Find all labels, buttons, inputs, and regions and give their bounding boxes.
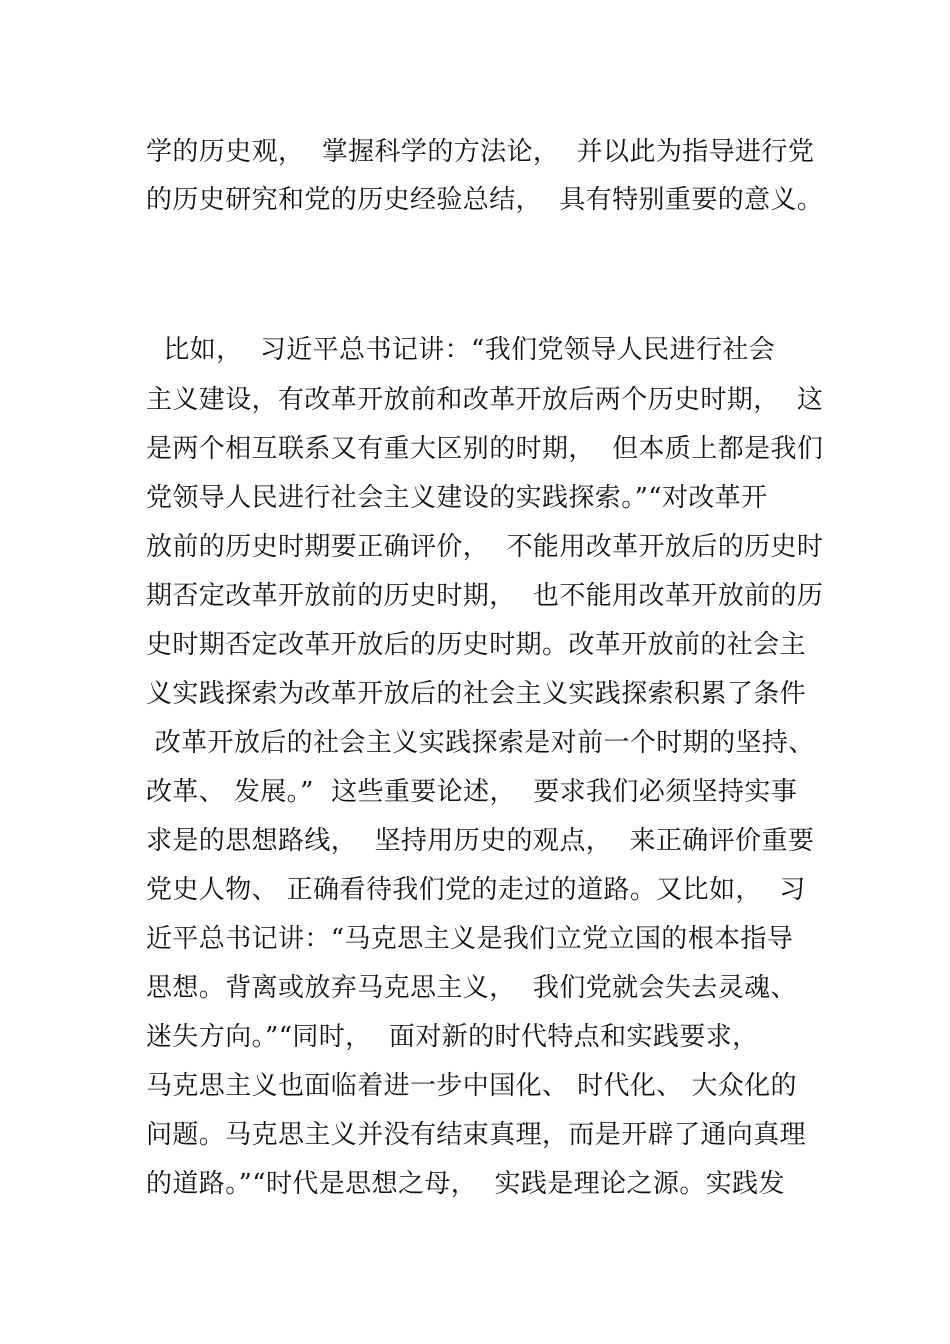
text-line: 放前的历史时期要正确评价， 不能用改革开放后的历史时 bbox=[146, 532, 824, 562]
text-line: 比如， 习近平总书记讲：“我们党领导人民进行社会 bbox=[146, 335, 776, 365]
text-line: 思想。背离或放弃马克思主义， 我们党就会失去灵魂、 bbox=[146, 973, 797, 1003]
text-line: 主义建设，有改革开放前和改革开放后两个历史时期， 这 bbox=[146, 385, 824, 415]
text-line: 义实践探索为改革开放后的社会主义实践探索积累了条件 bbox=[146, 679, 807, 709]
text-line: 改革开放后的社会主义实践探索是对前一个时期的坚持、 bbox=[146, 728, 815, 758]
text-line: 是两个相互联系又有重大区别的时期， 但本质上都是我们 bbox=[146, 434, 824, 464]
text-line: 党领导人民进行社会主义建设的实践探索。”“对改革开 bbox=[146, 483, 768, 513]
text-line: 党史人物、 正确看待我们党的走过的道路。又比如， 习 bbox=[146, 875, 806, 905]
text-line: 迷失方向。”“同时， 面对新的时代特点和实践要求， bbox=[146, 1022, 759, 1052]
text-line: 史时期否定改革开放后的历史时期。改革开放前的社会主 bbox=[146, 630, 807, 660]
text-line: 马克思主义也面临着进一步中国化、 时代化、 大众化的 bbox=[146, 1071, 797, 1101]
text-line: 期否定改革开放前的历史时期， 也不能用改革开放前的历 bbox=[146, 581, 824, 611]
text-line: 学的历史观， 掌握科学的方法论， 并以此为指导进行党 bbox=[146, 137, 815, 167]
text-line: 问题。马克思主义并没有结束真理，而是开辟了通向真理 bbox=[146, 1120, 807, 1150]
text-line: 求是的思想路线， 坚持用历史的观点， 来正确评价重要 bbox=[146, 826, 815, 856]
text-line: 的道路。”“时代是思想之母， 实践是理论之源。实践发 bbox=[146, 1169, 785, 1199]
text-line: 近平总书记讲：“马克思主义是我们立党立国的根本指导 bbox=[146, 924, 794, 954]
text-line: 改革、 发展。” 这些重要论述， 要求我们必须坚持实事 bbox=[146, 777, 798, 807]
text-line: 的历史研究和党的历史经验总结， 具有特别重要的意义。 bbox=[146, 185, 824, 215]
